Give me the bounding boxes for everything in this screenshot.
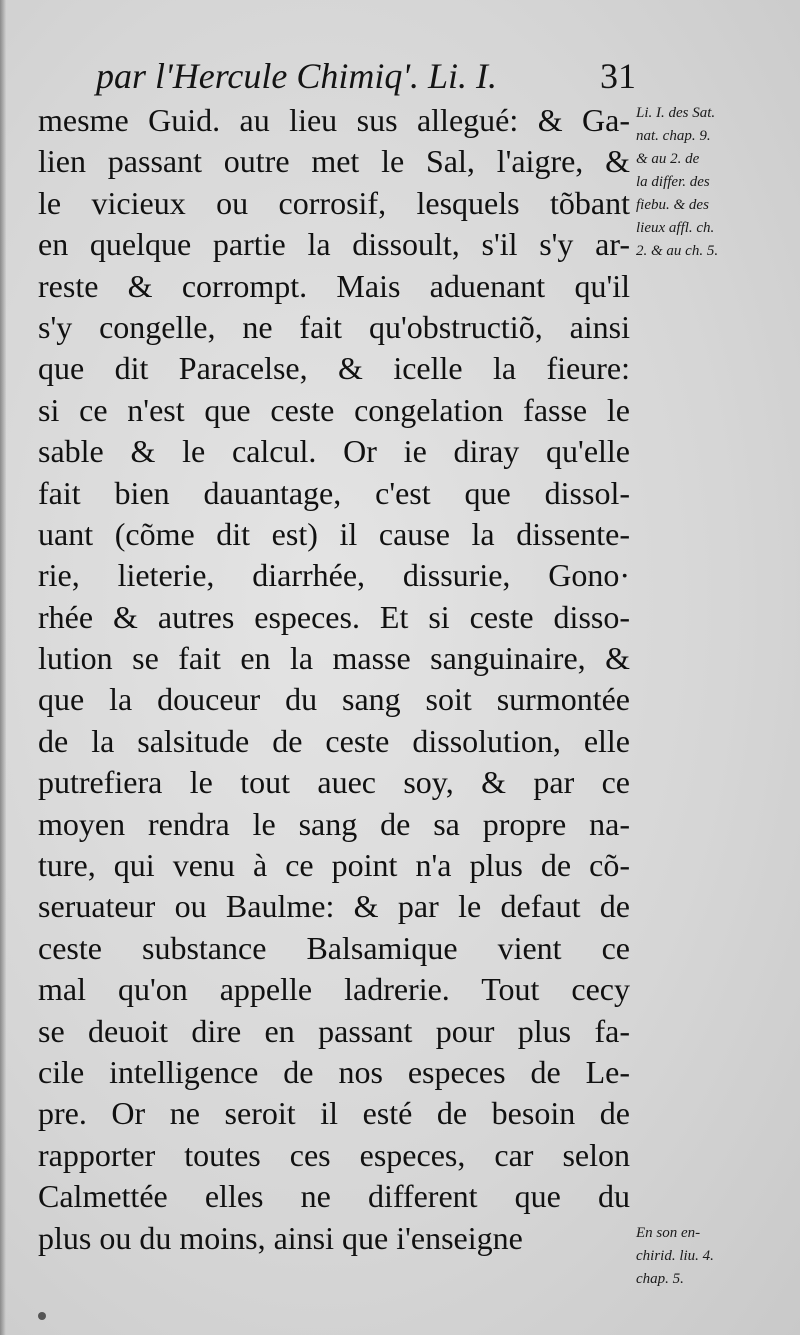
text-line: rapporter toutes ces especes, car selon [38,1136,630,1173]
text-line: que dit Paracelse, & icelle la fieure: [38,350,630,387]
text-line: ceste substance Balsamique vient ce [38,929,630,966]
margin-note-line: Li. I. des Sat. [636,105,716,121]
margin-note-line: nat. chap. 9. [636,128,711,144]
text-line: cile intelligence de nos especes de Le- [38,1053,630,1090]
text-line: seruateur ou Baulme: & par le defaut de [38,888,630,925]
text-line: s'y congelle, ne fait qu'obstructiõ, ainsi [38,308,630,345]
margin-note-line: fiebu. & des [636,197,709,213]
margin-note-line: 2. & au ch. 5. [636,243,719,259]
margin-note-line: En son en- [636,1225,701,1241]
text-line: lien passant outre met le Sal, l'aigre, & [38,143,630,180]
margin-note-line: & au 2. de [636,151,700,167]
margin-note-bottom [636,1222,786,1291]
text-line: ture, qui venu à ce point n'a plus de cõ- [38,847,630,884]
text-line: de la salsitude de ceste dissolution, elle [38,722,630,759]
text-line: reste & corrompt. Mais aduenant qu'il [38,267,630,304]
text-line: lution se fait en la masse sanguinaire, & [38,640,630,677]
text-line: sable & le calcul. Or ie diray qu'elle [38,433,630,470]
running-head [96,52,636,100]
running-head-title: par l'Hercule Chimiq'. Li. I. [96,56,498,96]
text-line: putrefiera le tout auec soy, & par ce [38,764,630,801]
text-line: en quelque partie la dissoult, s'il s'y ar- [38,226,630,263]
ink-speck [38,1312,46,1320]
page-number: 31 [600,56,636,96]
body-text [38,100,630,1259]
margin-note-top [636,102,786,263]
text-line: pre. Or ne seroit il esté de besoin de [38,1095,630,1132]
text-line: Calmettée elles ne different que du [38,1178,630,1215]
margin-note-line: lieux affl. ch. [636,220,715,236]
text-line: rhée & autres especes. Et si ceste disso- [38,598,630,635]
text-line: mal qu'on appelle ladrerie. Tout cecy [38,971,630,1008]
text-line: uant (cõme dit est) il cause la dissente- [38,515,630,552]
text-line: le vicieux ou corrosif, lesquels tõbant [38,184,630,221]
text-line: se deuoit dire en passant pour plus fa- [38,1012,630,1049]
text-line: rie, lieterie, diarrhée, dissurie, Gono· [38,557,630,594]
text-line: plus ou du moins, ainsi que i'enseigne [38,1219,523,1256]
page-gutter-edge [0,0,6,1335]
margin-note-line: la differ. des [636,174,710,190]
text-line: moyen rendra le sang de sa propre na- [38,805,630,842]
margin-note-line: chirid. liu. 4. [636,1248,714,1264]
margin-note-line: chap. 5. [636,1271,684,1287]
text-line: mesme Guid. au lieu sus allegué: & Ga- [38,102,630,138]
text-line: si ce n'est que ceste congelation fasse le [38,391,630,428]
text-line: fait bien dauantage, c'est que dissol- [38,474,630,511]
text-line: que la douceur du sang soit surmontée [38,681,630,718]
